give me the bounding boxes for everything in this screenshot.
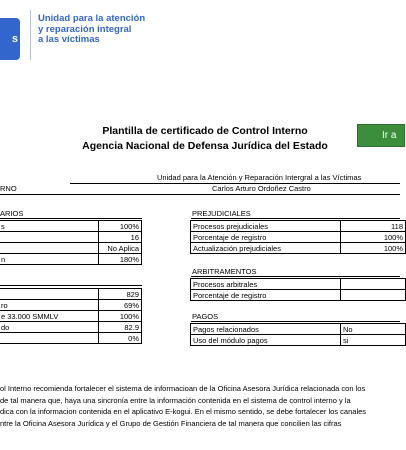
- table-row: [0, 243, 142, 254]
- row-value: 829: [99, 289, 142, 300]
- recommendation-line: de tal manera que, haya una sincronía entre la información contenida en el sistema de control interno y la: [0, 395, 351, 405]
- table-row: [191, 221, 406, 232]
- entity-line: Unidad para la atención: [38, 13, 146, 24]
- prejudiciales-title: PREJUDICIALES: [192, 209, 251, 218]
- pagos-underline: [191, 321, 400, 322]
- row-label: Procesos prejudiciales: [191, 221, 341, 232]
- recommendation-line: dica con la informacion contenida en el aplicativo E-kogui. En el mismo sentido, se debe fortalecer los canales: [0, 407, 367, 416]
- person-name: Carlos Arturo Ordoñez Castro: [212, 184, 311, 193]
- row-label: Actualización prejudiciales: [191, 243, 341, 254]
- row-value: 82.9: [99, 322, 142, 333]
- table-row: [0, 311, 142, 322]
- row-value: No: [341, 324, 406, 335]
- left-table-1: [0, 220, 142, 265]
- entity-line: y reparación integral: [38, 23, 132, 35]
- row-value: 100%: [341, 232, 406, 243]
- table-row: [191, 290, 406, 301]
- table-row: [191, 243, 406, 254]
- table-row: [0, 322, 142, 333]
- row-label: do: [0, 322, 99, 333]
- row-value: 100%: [99, 311, 142, 322]
- entity-name: Unidad para la Atención y Reparación Intergral a las Víctimas: [157, 173, 362, 182]
- arbitramentos-underline: [191, 276, 400, 277]
- recommendation-text: [0, 383, 400, 429]
- left-section2-underline: [0, 285, 142, 286]
- recommendation-line: ntre la Oficina Asesora Jurídica y el Grupo de Gestión Financiera de tal manera que concilien las cifras: [0, 418, 342, 428]
- entity-banner-text: [38, 14, 178, 46]
- left-table-2: [0, 288, 142, 344]
- row-value: 0%: [99, 333, 142, 344]
- table-row: [191, 232, 406, 243]
- row-label: Porcentaje de registro: [191, 290, 341, 301]
- go-button-label: Ir a: [382, 130, 397, 141]
- page-subtitle: Agencia Nacional de Defensa Jurídica del Estado: [82, 140, 328, 152]
- table-row: [0, 300, 142, 311]
- person-label: RNO: [0, 184, 17, 193]
- table-row: [0, 232, 142, 243]
- row-label: [0, 333, 99, 344]
- banner-divider: [30, 10, 31, 60]
- person-underline: [0, 194, 400, 195]
- table-row: [0, 289, 142, 300]
- row-value: 118: [341, 221, 406, 232]
- left-section-underline: [0, 218, 142, 219]
- table-row: [0, 221, 142, 232]
- row-label: Pagos relacionados: [191, 324, 341, 335]
- row-label: [0, 289, 99, 300]
- entity-logo: [0, 18, 20, 60]
- row-value: [341, 279, 406, 290]
- row-value: 100%: [341, 243, 406, 254]
- row-value: si: [341, 335, 406, 346]
- page-title: Plantilla de certificado de Control Interno: [102, 125, 308, 137]
- row-label: Porcentaje de registro: [191, 232, 341, 243]
- arbitramentos-table: [190, 278, 406, 301]
- row-value: 100%: [99, 221, 142, 232]
- left-section-title: ARIOS: [0, 209, 24, 218]
- row-label: s: [0, 221, 99, 232]
- table-row: [0, 254, 142, 265]
- row-value: 69%: [99, 300, 142, 311]
- recommendation-line: ol Interno recomienda fortalecer el sistema de informacioan de la Oficina Asesora Jurídica relacionada con los: [0, 384, 366, 393]
- table-row: [0, 333, 142, 344]
- row-label: Uso del módulo pagos: [191, 335, 341, 346]
- prejudiciales-table: [190, 220, 406, 254]
- go-button[interactable]: [357, 124, 405, 147]
- row-label: [0, 243, 99, 254]
- pagos-title: PAGOS: [192, 312, 219, 321]
- table-row: [191, 335, 406, 346]
- pagos-table: [190, 323, 406, 346]
- row-value: 16: [99, 232, 142, 243]
- table-row: [191, 324, 406, 335]
- arbitramentos-title: ARBITRAMENTOS: [192, 267, 257, 276]
- prejudiciales-underline: [191, 218, 400, 219]
- row-label: e 33.000 SMMLV: [0, 311, 99, 322]
- row-label: n: [0, 254, 99, 265]
- table-row: [191, 279, 406, 290]
- logo-text: s: [11, 33, 18, 45]
- row-label: [0, 232, 99, 243]
- row-value: 180%: [99, 254, 142, 265]
- row-value: [341, 290, 406, 301]
- row-label: Procesos arbitrales: [191, 279, 341, 290]
- row-value: No Aplica: [99, 243, 142, 254]
- row-label: ro: [0, 300, 99, 311]
- entity-line: a las víctimas: [38, 34, 100, 45]
